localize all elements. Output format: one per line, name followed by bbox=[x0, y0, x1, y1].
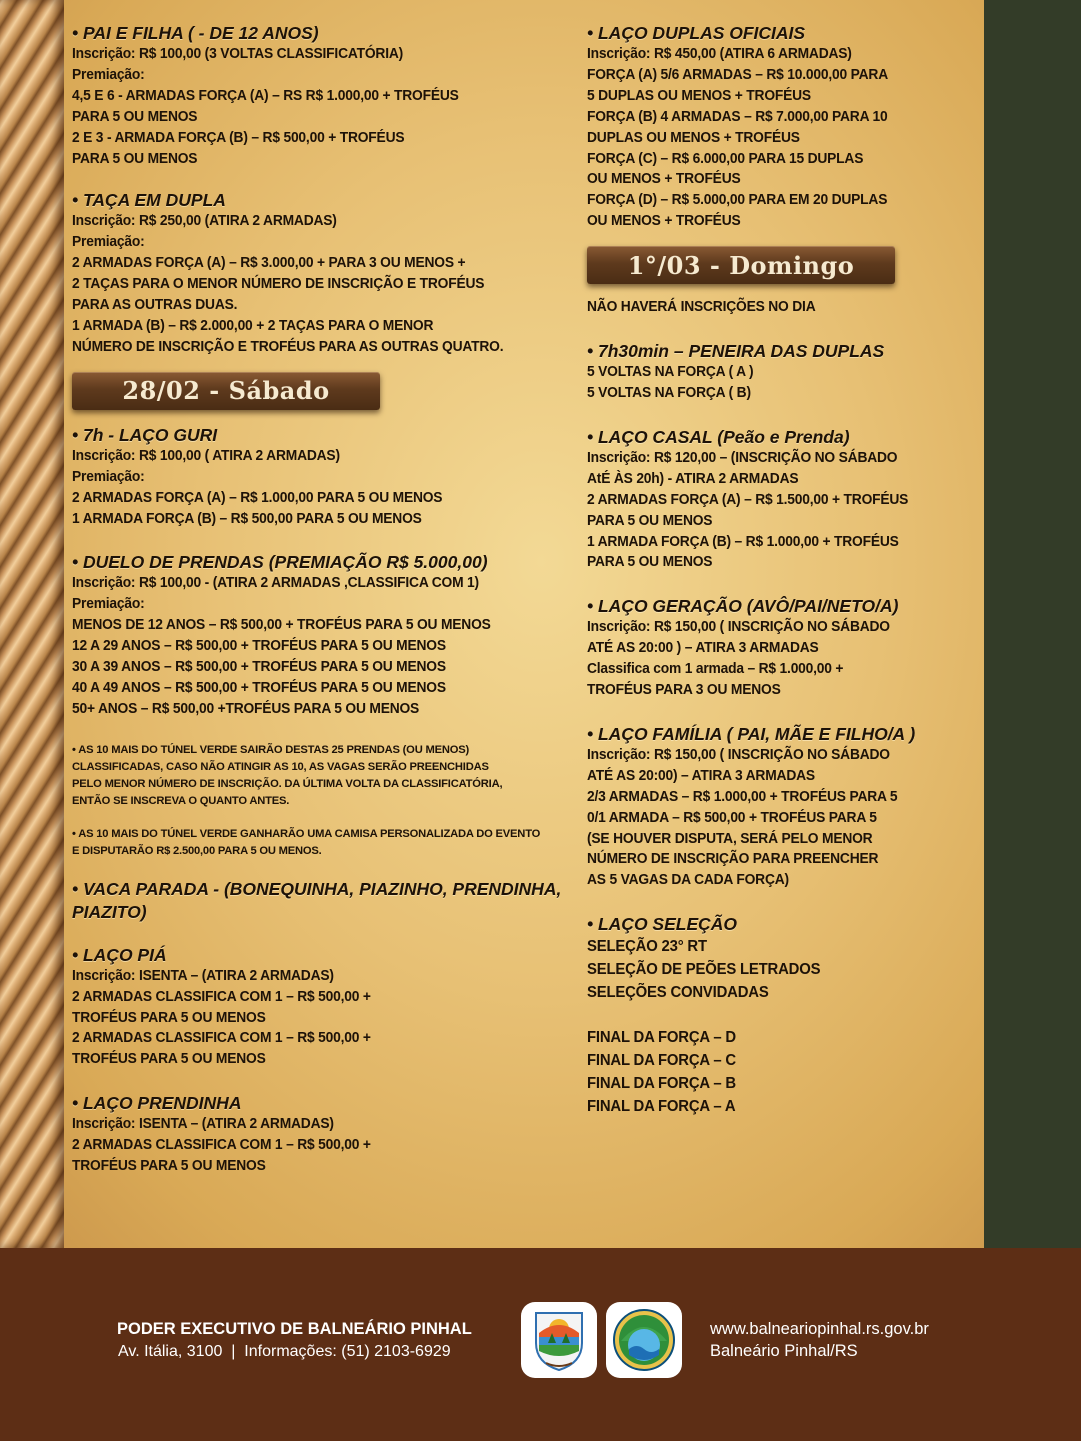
text-line: 50+ ANOS – R$ 500,00 +TROFÉUS PARA 5 OU MENOS bbox=[72, 700, 420, 717]
text-line: Inscrição: R$ 450,00 (ATIRA 6 ARMADAS) bbox=[587, 46, 852, 62]
text-line: Premiação: bbox=[72, 66, 145, 83]
text-line: 1 ARMADA FORÇA (B) – R$ 500,00 PARA 5 OU MENOS bbox=[72, 510, 422, 527]
section-heading: • LAÇO SELEÇÃO bbox=[587, 914, 738, 935]
text-line: 2 ARMADAS FORÇA (A) – R$ 3.000,00 + PARA 3 OU MENOS + bbox=[72, 255, 466, 272]
section-pai-e-filha bbox=[72, 22, 587, 169]
text-line: Inscrição: R$ 150,00 ( INSCRIÇÃO NO SÁBADO bbox=[587, 746, 890, 763]
left-column bbox=[72, 22, 587, 1177]
text-line: PARA 5 OU MENOS bbox=[72, 150, 198, 167]
section-heading: • LAÇO FAMÍLIA ( PAI, MÃE E FILHO/A ) bbox=[587, 723, 916, 744]
final-line: FINAL DA FORÇA – B bbox=[587, 1075, 736, 1093]
section-laco-casal bbox=[587, 426, 977, 573]
section-heading: • LAÇO CASAL (Peão e Prenda) bbox=[587, 426, 850, 447]
footer-city: Balneário Pinhal/RS bbox=[710, 1342, 858, 1360]
text-line: OU MENOS + TROFÉUS bbox=[587, 213, 741, 230]
text-line: Inscrição: R$ 150,00 ( INSCRIÇÃO NO SÁBADO bbox=[587, 619, 890, 636]
text-line: (SE HOUVER DISPUTA, SERÁ PELO MENOR bbox=[587, 830, 873, 847]
text-line: 2 TAÇAS PARA O MENOR NÚMERO DE INSCRIÇÃO E TROFÉUS bbox=[72, 276, 485, 293]
text-line: 5 VOLTAS NA FORÇA ( A ) bbox=[587, 364, 754, 381]
text-line: PARA 5 OU MENOS bbox=[587, 512, 713, 529]
note-line: CLASSIFICADAS, CASO NÃO ATINGIR AS 10, AS VAGAS SERÃO PREENCHIDAS bbox=[72, 760, 489, 773]
text-line: Inscrição: R$ 100,00 (3 VOLTAS CLASSIFICATÓRIA) bbox=[72, 46, 404, 62]
section-heading: • 7h - LAÇO GURI bbox=[72, 424, 218, 445]
text-line: ATÉ AS 20:00 ) – ATIRA 3 ARMADAS bbox=[587, 640, 819, 657]
note-line: E DISPUTARÃO R$ 2.500,00 PARA 5 OU MENOS. bbox=[72, 844, 322, 857]
section-heading: • TAÇA EM DUPLA bbox=[72, 190, 226, 211]
text-line: DUPLAS OU MENOS + TROFÉUS bbox=[587, 129, 800, 146]
note-line: PELO MENOR NÚMERO DE INSCRIÇÃO. DA ÚLTIMA VOLTA DA CLASSIFICATÓRIA, bbox=[72, 777, 503, 790]
text-line: TROFÉUS PARA 5 OU MENOS bbox=[72, 1158, 266, 1175]
final-line: FINAL DA FORÇA – D bbox=[587, 1029, 736, 1047]
text-line: MENOS DE 12 ANOS – R$ 500,00 + TROFÉUS PARA 5 OU MENOS bbox=[72, 617, 491, 634]
text-line: Inscrição: R$ 120,00 – (INSCRIÇÃO NO SÁBADO bbox=[587, 449, 898, 466]
footer-address: Av. Itália, 3100 | Informações: (51) 2103-6929 bbox=[118, 1343, 451, 1360]
text-line: FORÇA (B) 4 ARMADAS – R$ 7.000,00 PARA 10 bbox=[587, 108, 888, 125]
text-line: PARA AS OUTRAS DUAS. bbox=[72, 297, 238, 314]
final-line: FINAL DA FORÇA – A bbox=[587, 1098, 736, 1116]
text-line: Inscrição: R$ 100,00 - (ATIRA 2 ARMADAS ,CLASSIFICA COM 1) bbox=[72, 575, 479, 592]
text-line: Premiação: bbox=[72, 468, 145, 485]
text-line: AtÉ ÀS 20h) - ATIRA 2 ARMADAS bbox=[587, 470, 799, 487]
section-laco-duplas-oficiais bbox=[587, 22, 977, 232]
municipal-crest-logo bbox=[521, 1302, 597, 1378]
text-line: OU MENOS + TROFÉUS bbox=[587, 171, 741, 188]
rope-border bbox=[0, 0, 64, 1248]
section-laco-pia bbox=[72, 944, 587, 1071]
section-heading: • VACA PARADA - (BONEQUINHA, PIAZINHO, PRENDINHA, bbox=[72, 878, 562, 899]
section-duelo-de-prendas bbox=[72, 551, 587, 719]
note-line: • AS 10 MAIS DO TÚNEL VERDE SAIRÃO DESTAS 25 PRENDAS (OU MENOS) bbox=[72, 743, 470, 756]
text-line: NÚMERO DE INSCRIÇÃO PARA PREENCHER bbox=[587, 851, 879, 868]
text-line: PARA 5 OU MENOS bbox=[72, 108, 198, 125]
text-line: 2 ARMADAS FORÇA (A) – R$ 1.500,00 + TROFÉUS bbox=[587, 491, 909, 508]
note-tunel-verde-2 bbox=[72, 826, 587, 860]
footer bbox=[0, 1248, 1081, 1441]
text-line: Classifica com 1 armada – R$ 1.000,00 + bbox=[587, 661, 844, 678]
text-line: 1 ARMADA FORÇA (B) – R$ 1.000,00 + TROFÉUS bbox=[587, 533, 899, 550]
section-laco-familia bbox=[587, 723, 977, 891]
text-line: 5 VOLTAS NA FORÇA ( B) bbox=[587, 384, 751, 401]
text-line: ATÉ AS 20:00) – ATIRA 3 ARMADAS bbox=[587, 767, 815, 784]
text-line: Inscrição: ISENTA – (ATIRA 2 ARMADAS) bbox=[72, 1116, 334, 1133]
footer-org-name: PODER EXECUTIVO DE BALNEÁRIO PINHAL bbox=[117, 1320, 472, 1338]
text-line: 2/3 ARMADAS – R$ 1.000,00 + TROFÉUS PARA 5 bbox=[587, 788, 898, 805]
text-line: 2 ARMADAS CLASSIFICA COM 1 – R$ 500,00 + bbox=[72, 988, 371, 1005]
dark-sidebar bbox=[984, 0, 1081, 1248]
text-line: 30 A 39 ANOS – R$ 500,00 + TROFÉUS PARA 5 OU MENOS bbox=[72, 659, 446, 676]
text-line: AS 5 VAGAS DA CADA FORÇA) bbox=[587, 872, 789, 889]
text-line: 0/1 ARMADA – R$ 500,00 + TROFÉUS PARA 5 bbox=[587, 809, 877, 826]
text-line: 2 ARMADAS CLASSIFICA COM 1 – R$ 500,00 + bbox=[72, 1030, 371, 1047]
section-heading: • LAÇO PRENDINHA bbox=[72, 1093, 242, 1114]
section-laco-guri bbox=[72, 424, 587, 530]
text-line: 1 ARMADA (B) – R$ 2.000,00 + 2 TAÇAS PARA O MENOR bbox=[72, 317, 434, 334]
text-line: 2 ARMADAS FORÇA (A) – R$ 1.000,00 PARA 5 OU MENOS bbox=[72, 489, 443, 506]
text-line: SELEÇÃO 23° RT bbox=[587, 938, 707, 956]
text-line: FORÇA (A) 5/6 ARMADAS – R$ 10.000,00 PARA bbox=[587, 66, 889, 83]
section-heading: PIAZITO) bbox=[72, 901, 147, 922]
note-tunel-verde-1 bbox=[72, 742, 587, 810]
text-line: TROFÉUS PARA 5 OU MENOS bbox=[72, 1009, 266, 1026]
text-line: TROFÉUS PARA 5 OU MENOS bbox=[72, 1051, 266, 1068]
section-heading: • 7h30min – PENEIRA DAS DUPLAS bbox=[587, 341, 885, 362]
right-column bbox=[587, 22, 977, 1118]
text-line: 4,5 E 6 - ARMADAS FORÇA (A) – RS R$ 1.000,00 + TROFÉUS bbox=[72, 87, 459, 104]
text-line: 40 A 49 ANOS – R$ 500,00 + TROFÉUS PARA 5 OU MENOS bbox=[72, 679, 446, 696]
section-taca-em-dupla bbox=[72, 189, 587, 357]
section-finais bbox=[587, 1026, 977, 1118]
section-heading: • LAÇO GERAÇÃO (AVÔ/PAI/NETO/A) bbox=[587, 596, 899, 617]
section-laco-prendinha bbox=[72, 1092, 587, 1177]
note-line: • AS 10 MAIS DO TÚNEL VERDE GANHARÃO UMA CAMISA PERSONALIZADA DO EVENTO bbox=[72, 827, 541, 840]
text-line: Inscrição: R$ 100,00 ( ATIRA 2 ARMADAS) bbox=[72, 447, 340, 464]
footer-website[interactable]: www.balneariopinhal.rs.gov.br bbox=[710, 1320, 929, 1338]
note-line: ENTÃO SE INSCREVA O QUANTO ANTES. bbox=[72, 794, 290, 807]
section-heading: • LAÇO PIÁ bbox=[72, 944, 167, 965]
text-line: PARA 5 OU MENOS bbox=[587, 554, 713, 571]
text-line: Premiação: bbox=[72, 596, 145, 613]
section-heading: • PAI E FILHA ( - DE 12 ANOS) bbox=[72, 23, 319, 43]
text-line: FORÇA (C) – R$ 6.000,00 PARA 15 DUPLAS bbox=[587, 150, 864, 167]
section-peneira-das-duplas bbox=[587, 340, 977, 404]
text-line: Inscrição: ISENTA – (ATIRA 2 ARMADAS) bbox=[72, 967, 334, 984]
section-vaca-parada bbox=[72, 878, 587, 924]
no-registration-notice: NÃO HAVERÁ INSCRIÇÕES NO DIA bbox=[587, 299, 816, 316]
text-line: 5 DUPLAS OU MENOS + TROFÉUS bbox=[587, 87, 811, 104]
text-line: Premiação: bbox=[72, 234, 145, 251]
section-laco-geracao bbox=[587, 595, 977, 701]
text-line: 2 E 3 - ARMADA FORÇA (B) – R$ 500,00 + TROFÉUS bbox=[72, 129, 405, 146]
section-heading: • LAÇO DUPLAS OFICIAIS bbox=[587, 23, 806, 43]
section-heading: • DUELO DE PRENDAS (PREMIAÇÃO R$ 5.000,00) bbox=[72, 552, 488, 573]
day-banner-sabado: 28/02 - Sábado bbox=[72, 372, 380, 410]
day-banner-domingo: 1°/03 - Domingo bbox=[587, 246, 895, 284]
text-line: TROFÉUS PARA 3 OU MENOS bbox=[587, 682, 781, 699]
text-line: Inscrição: R$ 250,00 (ATIRA 2 ARMADAS) bbox=[72, 213, 337, 230]
text-line: SELEÇÕES CONVIDADAS bbox=[587, 984, 769, 1002]
text-line: FORÇA (D) – R$ 5.000,00 PARA EM 20 DUPLAS bbox=[587, 192, 888, 209]
text-line: 2 ARMADAS CLASSIFICA COM 1 – R$ 500,00 + bbox=[72, 1137, 371, 1154]
text-line: SELEÇÃO DE PEÕES LETRADOS bbox=[587, 961, 821, 979]
secondary-emblem-logo bbox=[606, 1302, 682, 1378]
section-laco-selecao bbox=[587, 913, 977, 1004]
text-line: NÚMERO DE INSCRIÇÃO E TROFÉUS PARA AS OUTRAS QUATRO. bbox=[72, 338, 504, 355]
text-line: 12 A 29 ANOS – R$ 500,00 + TROFÉUS PARA 5 OU MENOS bbox=[72, 638, 446, 655]
final-line: FINAL DA FORÇA – C bbox=[587, 1052, 736, 1070]
